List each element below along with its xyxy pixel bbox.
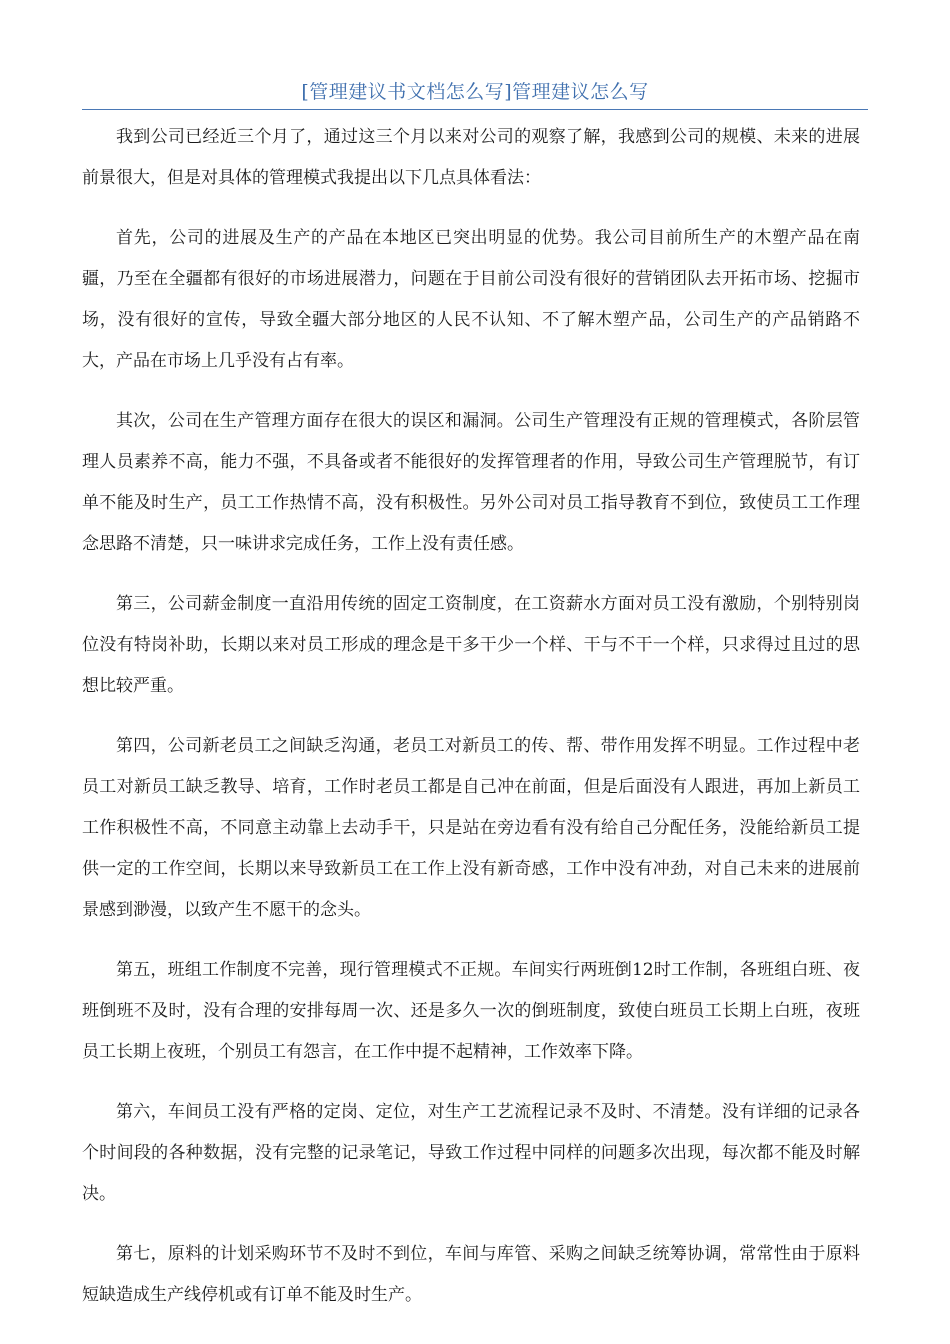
document-body xyxy=(82,117,860,1335)
paragraph-sixth-point: 第六，车间员工没有严格的定岗、定位，对生产工艺流程记录不及时、不清楚。没有详细的记录各个时间段的各种数据，没有完整的记录笔记，导致工作过程中同样的问题多次出现，每次都不能及时解决。 xyxy=(82,1102,860,1204)
paragraph-fourth-point: 第四，公司新老员工之间缺乏沟通，老员工对新员工的传、帮、带作用发挥不明显。工作过程中老员工对新员工缺乏教导、培育，工作时老员工都是自己冲在前面，但是后面没有人跟进，再加上新员工工作积极性不高，不同意主动靠上去动手干，只是站在旁边看有没有给自己分配任务，没能给新员工提供一定的工作空间，长期以来导致新员工在工作上没有新奇感，工作中没有冲劲，对自己未来的进展前景感到渺漫，以致产生不愿干的念头。 xyxy=(82,736,860,920)
document-title: [管理建议书文档怎么写]管理建议怎么写 xyxy=(301,81,649,103)
paragraph-third-point: 第三，公司薪金制度一直沿用传统的固定工资制度，在工资薪水方面对员工没有激励，个别特别岗位没有特岗补助，长期以来对员工形成的理念是干多干少一个样、干与不干一个样，只求得过且过的思想比较严重。 xyxy=(82,594,860,696)
paragraph-fifth-point: 第五，班组工作制度不完善，现行管理模式不正规。车间实行两班倒12时工作制，各班组白班、夜班倒班不及时，没有合理的安排每周一次、还是多久一次的倒班制度，致使白班员工长期上白班，夜班员工长期上夜班，个别员工有怨言，在工作中提不起精神，工作效率下降。 xyxy=(82,960,860,1062)
paragraph-first-point: 首先，公司的进展及生产的产品在本地区已突出明显的优势。我公司目前所生产的木塑产品在南疆，乃至在全疆都有很好的市场进展潜力，问题在于目前公司没有很好的营销团队去开拓市场、挖掘市场，没有很好的宣传，导致全疆大部分地区的人民不认知、不了解木塑产品，公司生产的产品销路不大，产品在市场上几乎没有占有率。 xyxy=(82,228,860,371)
document-header xyxy=(82,78,868,110)
paragraph-second-point: 其次，公司在生产管理方面存在很大的误区和漏洞。公司生产管理没有正规的管理模式，各阶层管理人员素养不高，能力不强，不具备或者不能很好的发挥管理者的作用，导致公司生产管理脱节，有订单不能及时生产，员工工作热情不高，没有积极性。另外公司对员工指导教育不到位，致使员工工作理念思路不清楚，只一味讲求完成任务，工作上没有责任感。 xyxy=(82,411,860,554)
paragraph-seventh-point: 第七，原料的计划采购环节不及时不到位，车间与库管、采购之间缺乏统筹协调，常常性由于原料短缺造成生产线停机或有订单不能及时生产。 xyxy=(82,1244,860,1305)
paragraph-intro: 我到公司已经近三个月了，通过这三个月以来对公司的观察了解，我感到公司的规模、未来的进展前景很大，但是对具体的管理模式我提出以下几点具体看法： xyxy=(82,127,860,188)
